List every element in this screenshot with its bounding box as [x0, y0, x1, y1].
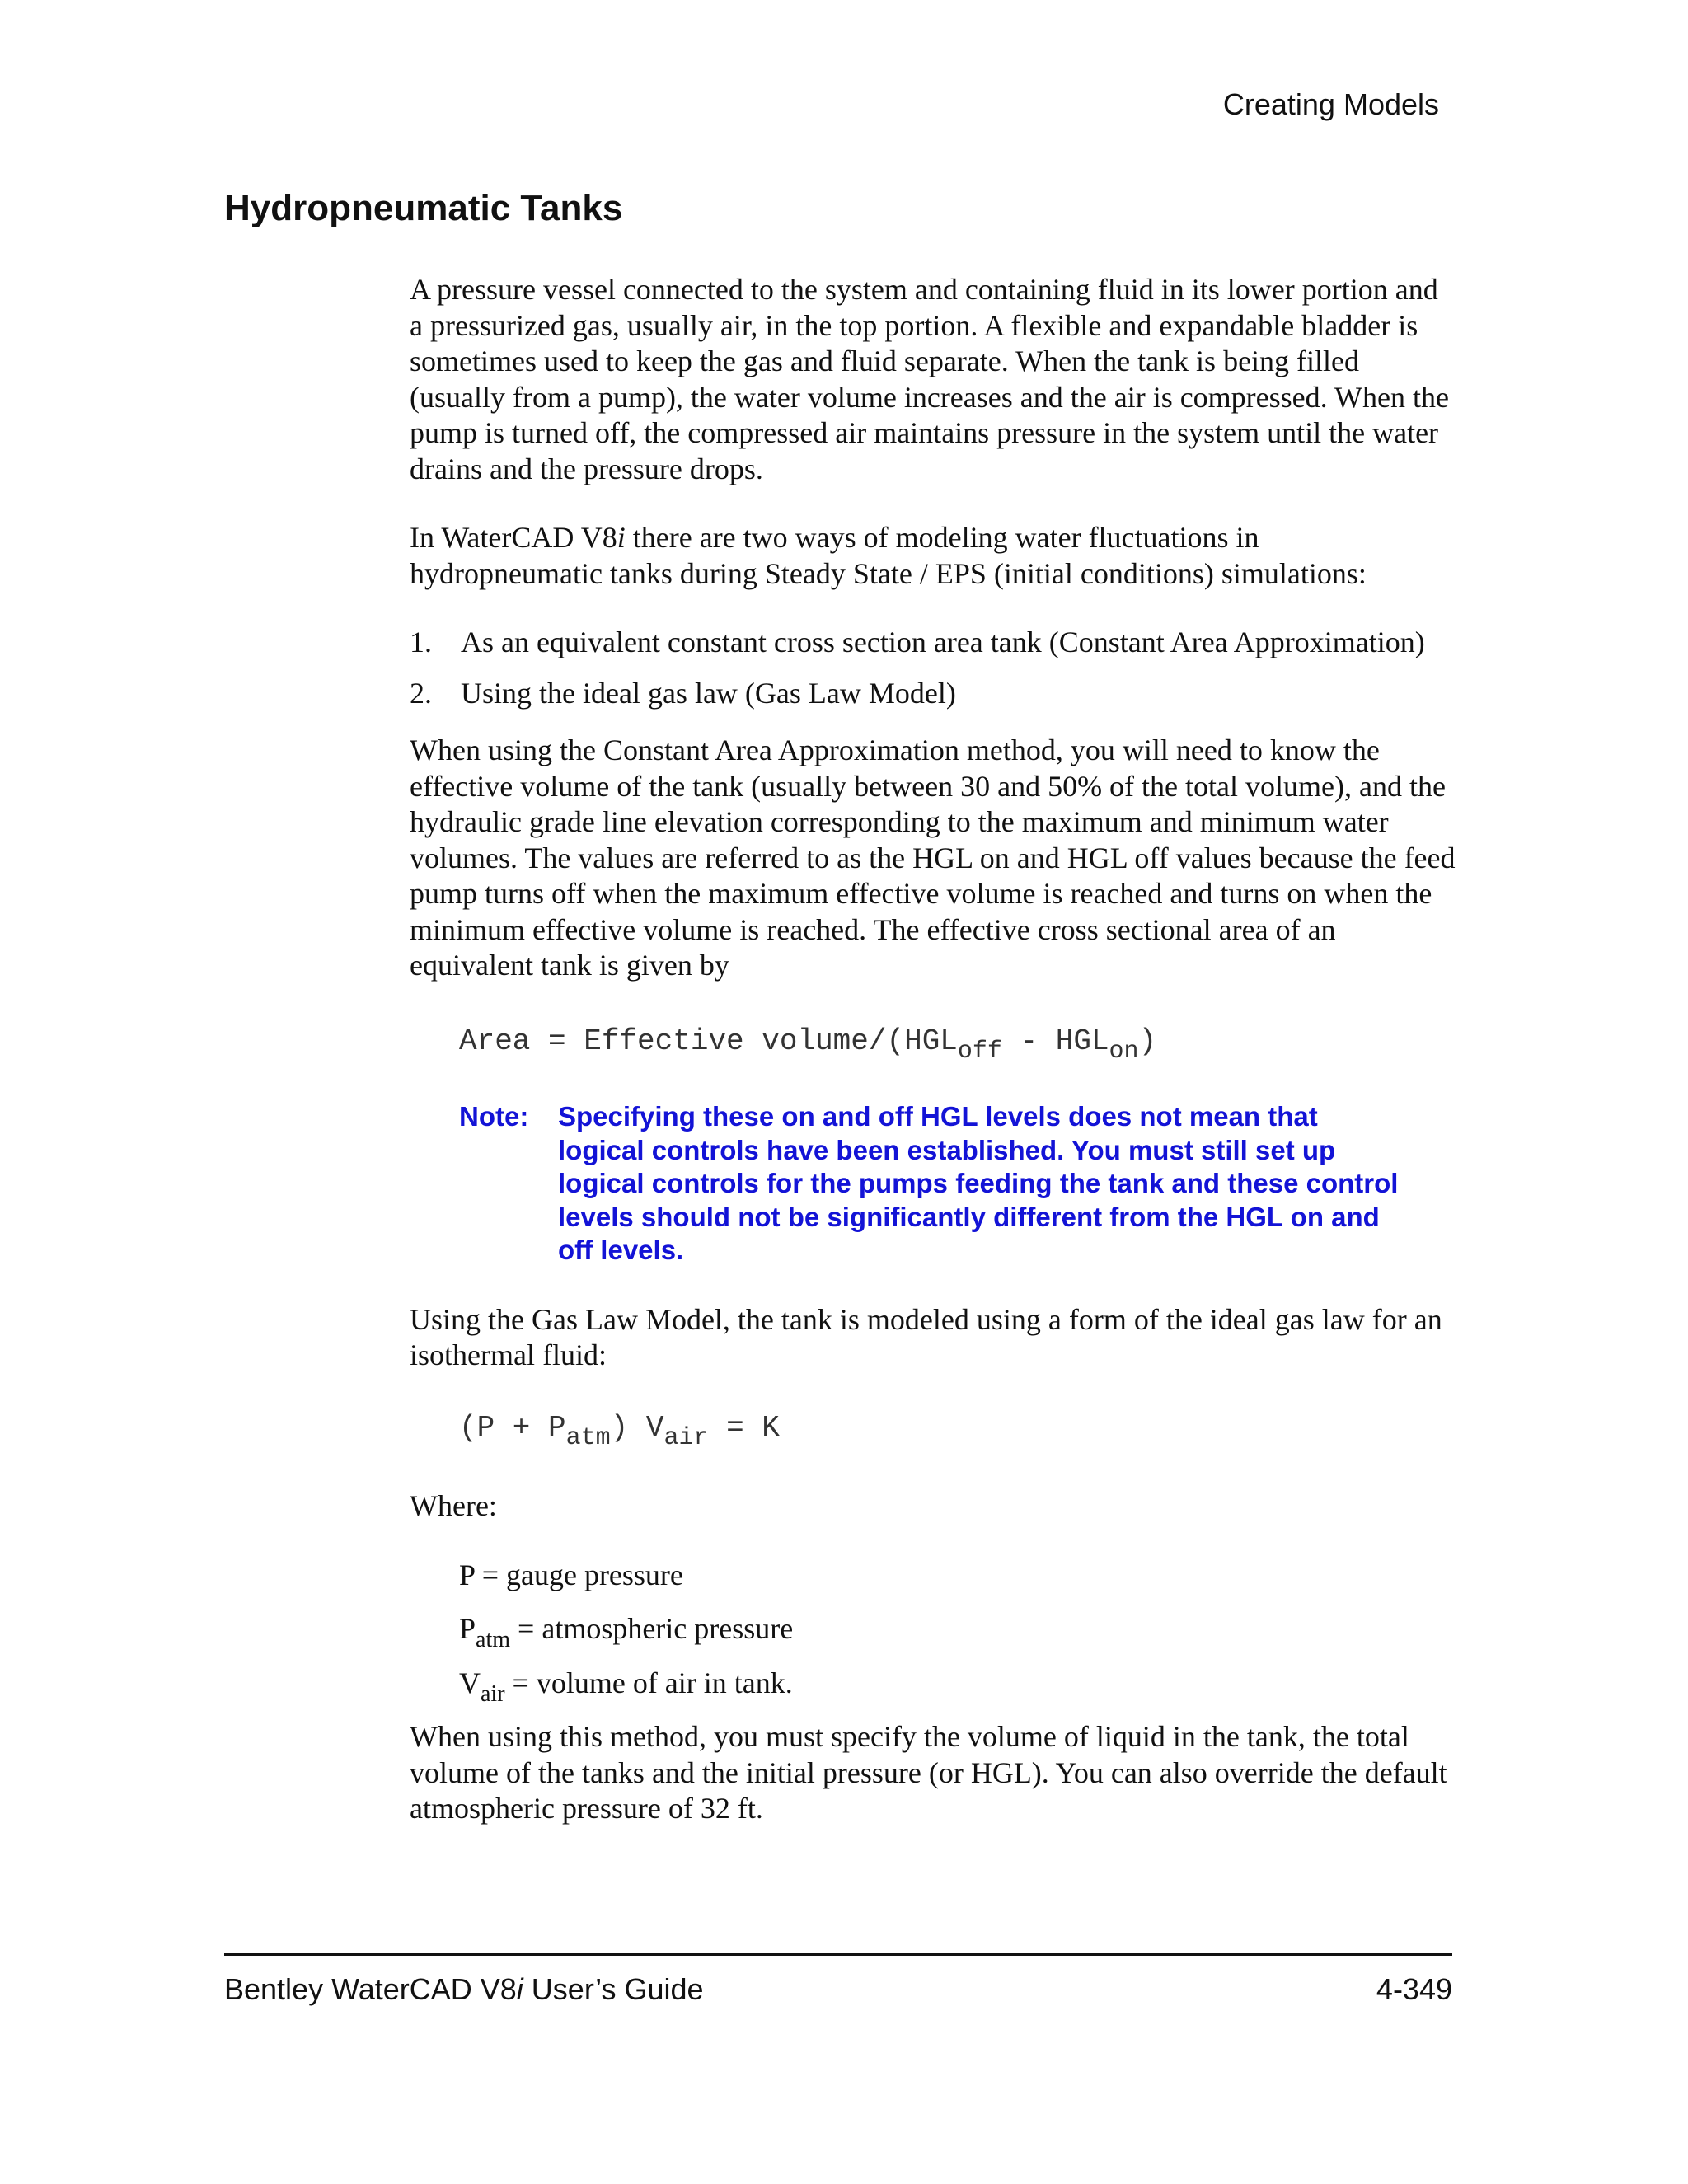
- page-number: 4-349: [1376, 1972, 1452, 2006]
- intro-paragraph: A pressure vessel connected to the system and containing fluid in its lower portion and a pressurized gas, usually air, in the top portion. A flexible and expandable bladder is sometimes used to keep the gas and fluid separate. When the tank is being filled (usually from a pump), the water volume increases and the air is compressed. When the pump is turned off, the compressed air maintains pressure in the system until the water drains and the pressure drops.: [410, 273, 1449, 485]
- footer-title-italic: i: [516, 1972, 523, 2006]
- definitions-list: [459, 1558, 1456, 1707]
- methods-text-start: In WaterCAD V8: [410, 521, 617, 554]
- where-label: Where:: [410, 1489, 497, 1522]
- footer-title-start: Bentley WaterCAD V8: [224, 1972, 517, 2006]
- note-label: Note:: [459, 1101, 529, 1132]
- area-eq-mid: - HGL: [1001, 1024, 1109, 1058]
- list-item: [410, 625, 1456, 661]
- list-item-number: 2.: [410, 676, 432, 710]
- gas-eq-a: (P + P: [459, 1410, 566, 1445]
- area-eq-lhs: Area = Effective volume/(HGL: [459, 1024, 958, 1058]
- definition-item: [459, 1666, 1456, 1707]
- footer-title-end: User’s Guide: [523, 1972, 704, 2006]
- definition-item: [459, 1558, 1456, 1594]
- gas-law-paragraph: Using the Gas Law Model, the tank is modeled using a form of the ideal gas law for an isothermal fluid:: [410, 1302, 1442, 1371]
- definition-text: = atmospheric pressure: [510, 1612, 794, 1645]
- running-head: Creating Models: [1222, 87, 1439, 121]
- section-title: Hydropneumatic Tanks: [224, 188, 623, 228]
- definition-item: [459, 1611, 1456, 1652]
- area-eq-sub-on: on: [1109, 1037, 1139, 1066]
- methods-text-end: there are two ways of modeling water fluctuations in hydropneumatic tanks during Steady State / EPS (initial conditions) simulations:: [410, 521, 1367, 590]
- list-item: [410, 676, 1456, 712]
- definition-subscript: air: [481, 1680, 505, 1707]
- definition-symbol: V: [459, 1666, 481, 1699]
- gas-eq-b: ) V: [610, 1410, 664, 1445]
- methods-text-italic: i: [617, 521, 626, 554]
- definition-text: = gauge pressure: [474, 1558, 683, 1591]
- footer-rule: [224, 1953, 1452, 1956]
- area-eq-end: ): [1138, 1024, 1157, 1058]
- note-text: Specifying these on and off HGL levels does not mean that logical controls have been established. You must still set up logical controls for the pumps feeding the tank and these control levels should not be significantly different from the HGL on and off levels.: [558, 1101, 1399, 1265]
- gas-eq-c: = K: [708, 1410, 780, 1445]
- list-item-text: As an equivalent constant cross section area tank (Constant Area Approximation): [461, 626, 1425, 658]
- body-column: [410, 272, 1456, 1827]
- area-equation: [459, 1024, 1456, 1066]
- method-inputs-paragraph: When using this method, you must specify the volume of liquid in the tank, the total volume of the tanks and the initial pressure (or HGL). You can also override the default atmospheric pressure of 32 ft.: [410, 1720, 1447, 1825]
- list-item-text: Using the ideal gas law (Gas Law Model): [461, 676, 956, 710]
- gas-eq-sub-air: air: [663, 1423, 709, 1452]
- list-item-number: 1.: [410, 626, 432, 658]
- constant-area-paragraph: When using the Constant Area Approximation method, you will need to know the effective volume of the tank (usually between 30 and 50% of the total volume), and the hydraulic grade line elevation corresponding to the maximum and minimum water volumes. The values are referred to as the HGL on and HGL off values because the feed pump turns off when the maximum effective volume is reached and turns on when the minimum effective volume is reached. The effective cross sectional area of an equivalent tank is given by: [410, 733, 1456, 982]
- footer-guide-title: [224, 1972, 704, 2007]
- note-callout: [459, 1100, 1456, 1268]
- definition-subscript: atm: [476, 1627, 511, 1652]
- gas-law-equation: [459, 1410, 1456, 1452]
- area-eq-sub-off: off: [957, 1037, 1002, 1066]
- definition-symbol: P: [459, 1612, 476, 1645]
- definition-symbol: P: [459, 1558, 475, 1591]
- methods-list: [410, 625, 1456, 711]
- gas-eq-sub-atm: atm: [565, 1423, 611, 1452]
- methods-paragraph: [410, 520, 1456, 592]
- definition-text: = volume of air in tank.: [504, 1666, 793, 1699]
